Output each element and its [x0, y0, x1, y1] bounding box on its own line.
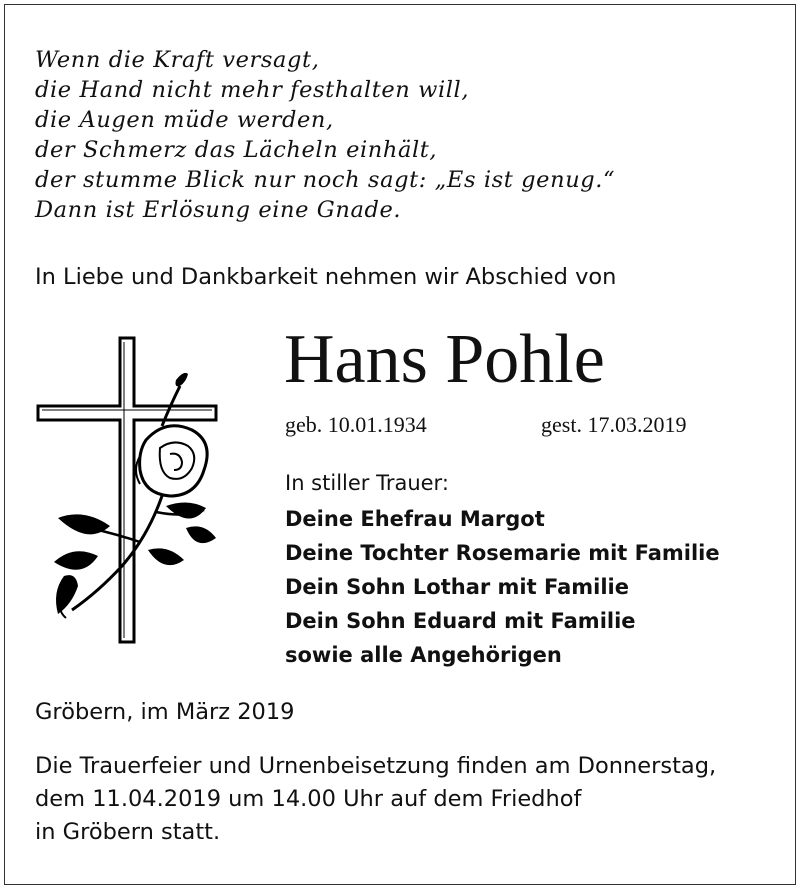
poem-line: Wenn die Kraft versagt, [35, 47, 320, 73]
funeral-info [35, 750, 716, 849]
rose-bud [176, 373, 189, 387]
leaf [54, 551, 98, 570]
life-dates [285, 410, 687, 440]
place-date: Gröbern, im März 2019 [35, 699, 295, 725]
poem-line: Dann ist Erlösung eine Gnade. [35, 197, 402, 223]
mourners-label: In stiller Trauer: [285, 471, 449, 495]
cross-with-rose-icon [36, 336, 226, 650]
leaf [166, 502, 206, 518]
mourners-list [285, 502, 720, 672]
poem-line: die Augen müde werden, [35, 107, 334, 133]
funeral-line: dem 11.04.2019 um 14.00 Uhr auf dem Friedhof [35, 786, 582, 812]
funeral-line: in Gröbern statt. [35, 819, 221, 845]
poem-line: der stumme Blick nur noch sagt: „Es ist genug.“ [35, 167, 616, 193]
leaf [58, 514, 110, 534]
poem-line: die Hand nicht mehr festhalten will, [35, 77, 470, 103]
death-date: gest. 17.03.2019 [541, 412, 687, 437]
mourner-entry: Deine Tochter Rosemarie mit Familie [285, 541, 720, 565]
poem [35, 45, 615, 225]
mourner-entry: Dein Sohn Eduard mit Familie [285, 609, 636, 633]
rose-bloom [136, 426, 207, 496]
birth-date: geb. 10.01.1934 [285, 412, 427, 437]
intro-text: In Liebe und Dankbarkeit nehmen wir Abschied von [35, 264, 617, 290]
funeral-line: Die Trauerfeier und Urnenbeisetzung finden am Donnerstag, [35, 753, 717, 779]
deceased-name: Hans Pohle [284, 321, 605, 398]
leaf [186, 526, 216, 543]
mourner-entry: Deine Ehefrau Margot [285, 507, 545, 531]
leaf [148, 548, 184, 565]
mourner-entry: sowie alle Angehörigen [285, 643, 562, 667]
mourner-entry: Dein Sohn Lothar mit Familie [285, 575, 629, 599]
poem-line: der Schmerz das Lächeln einhält, [35, 137, 438, 163]
